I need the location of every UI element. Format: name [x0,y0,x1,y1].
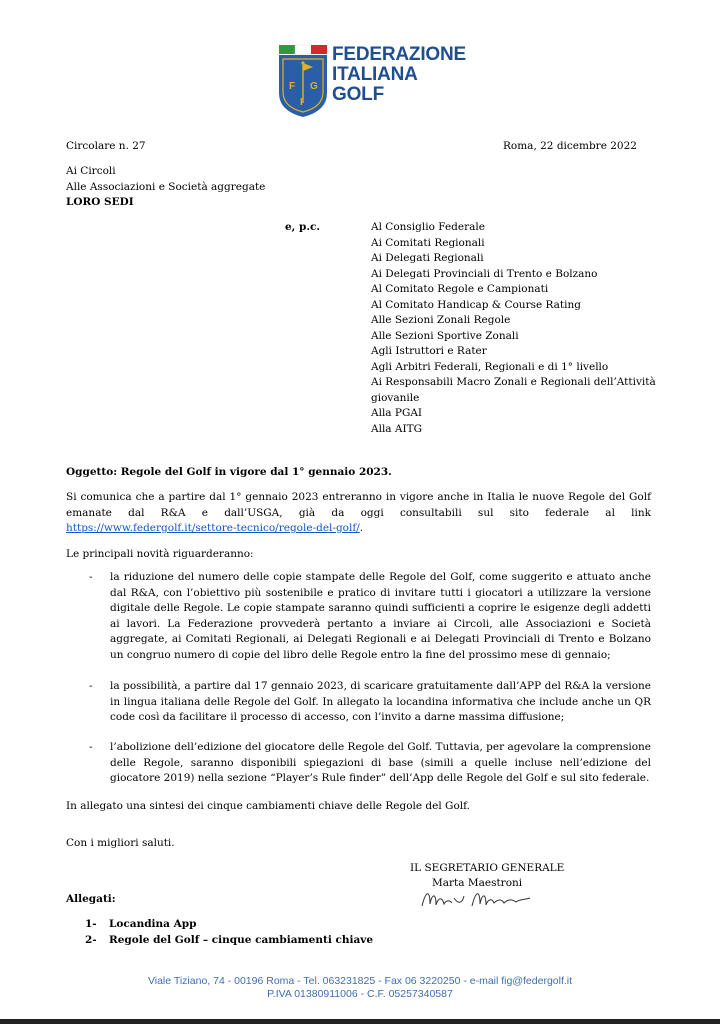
bullet-dash: - [89,571,93,583]
epc-item: Alle Sezioni Sportive Zonali [371,329,519,342]
org-name-line: ITALIANA [332,64,418,85]
regole-link[interactable]: https://www.federgolf.it/settore-tecnico/regole-del-golf/ [66,522,360,534]
epc-list [371,220,661,437]
intro-text: Si comunica che a partire dal 1° gennaio 2023 entreranno in vigore anche in Italia le nuove Regole del Golf emanate dal R&A e dall’USGA, già da oggi consultabili sul sito federale al link [66,491,651,519]
recipients-bold: LORO SEDI [66,196,134,208]
epc-item: Al Comitato Handicap & Course Rating [371,298,581,311]
letter-date: Roma, 22 dicembre 2022 [503,140,637,152]
signatory-name: Marta Maestroni [432,877,523,889]
attachment-label: Regole del Golf – cinque cambiamenti chiave [109,934,374,946]
allegato-sintesi: In allegato una sintesi dei cinque cambiamenti chiave delle Regole del Golf. [66,800,470,812]
bullet-text: la riduzione del numero delle copie stampate delle Regole del Golf, come suggerito e attuato anche dal R&A, con l’obiettivo più sostenibile e pratico di invitare tutti i giocatori a utilizzare la versione digitale delle Regole. Le copie stampate saranno quindi sufficienti a coprire le esigenze degli addetti ai lavori. La Federazione provvederà pertanto a inviare ai Circoli, alle Associazioni e Società aggregate, ai Comitati Regionali, ai Delegati Regionali e ai Delegati Provinciali di Trento e Bolzano un congruo numero di copie del libro delle Regole entro la fine del prossimo mese di gennaio; [110,571,651,661]
list-item [85,933,373,949]
attachment-label: Locandina App [109,918,197,930]
bullet-dash: - [89,741,93,753]
attachment-number: 1- [85,918,97,930]
epc-item: Alla PGAI [371,407,423,419]
epc-item: Ai Responsabili Macro Zonali e Regionali dell’Attività giovanile [371,376,656,404]
bottom-divider [0,1019,720,1024]
org-name-line: FEDERAZIONE [332,44,466,65]
footer [0,975,720,1001]
subject-line: Oggetto: Regole del Golf in vigore dal 1° gennaio 2023. [66,466,392,478]
recipient-line: Ai Circoli [66,165,116,177]
org-name [332,45,466,105]
intro-paragraph [66,490,651,537]
handwritten-signature [418,884,538,914]
epc-label: e, p.c. [285,221,321,233]
epc-item: Ai Comitati Regionali [371,236,485,249]
recipient-line: Alle Associazioni e Società aggregate [66,180,266,193]
attachment-number: 2- [85,934,97,946]
epc-item: Alla AITG [371,422,423,435]
intro-end: . [359,522,364,534]
logo-letter-f: F [289,81,296,92]
logo-letter-g: G [310,81,318,92]
epc-item: Al Consiglio Federale [371,221,485,233]
logo-letter-i: I [300,97,303,108]
circolare-number: Circolare n. 27 [66,140,146,152]
bullet-text: l’abolizione dell’edizione del giocatore delle Regole del Golf. Tuttavia, per agevolare la comprensione delle Regole, saranno disponibili spiegazioni di base (simili a quelle incluse nell’edizione del giocatore 2019) nella sezione “Player’s Rule finder” dell’App delle Regole del Golf e sul sito federale. [110,741,651,784]
org-name-line: GOLF [332,84,384,105]
list-item [89,679,651,726]
list-item [85,917,196,933]
bullet-dash: - [89,680,93,692]
novita-intro: Le principali novità riguarderanno: [66,548,254,560]
epc-item: Ai Delegati Provinciali di Trento e Bolzano [371,267,598,280]
allegati-label: Allegati: [66,893,116,905]
footer-tax-ids: P.IVA 01380911006 - C.F. 05257340587 [267,988,453,1000]
recipients-block [66,164,265,211]
epc-item: Agli Arbitri Federali, Regionali e di 1° livello [371,360,609,373]
bullet-text: la possibilità, a partire dal 17 gennaio 2023, di scaricare gratuitamente dall’APP del R&A la versione in lingua italiana delle Regole del Golf. In allegato la locandina informativa che include anche un QR code così da facilitare il processo di accesso, con l’invito a darne massima diffusione; [110,680,651,723]
closing-salutation: Con i migliori saluti. [66,837,175,849]
epc-item: Al Comitato Regole e Campionati [371,283,549,295]
epc-item: Agli Istruttori e Rater [371,345,487,357]
list-item [89,740,651,787]
list-item [89,570,651,663]
footer-address: Viale Tiziano, 74 - 00196 Roma - Tel. 063231825 - Fax 06 3220250 - e-mail fig@federgolf.it [147,975,573,987]
epc-item: Ai Delegati Regionali [371,252,484,264]
signatory-title: IL SEGRETARIO GENERALE [410,862,565,874]
epc-item: Alle Sezioni Zonali Regole [371,314,511,326]
